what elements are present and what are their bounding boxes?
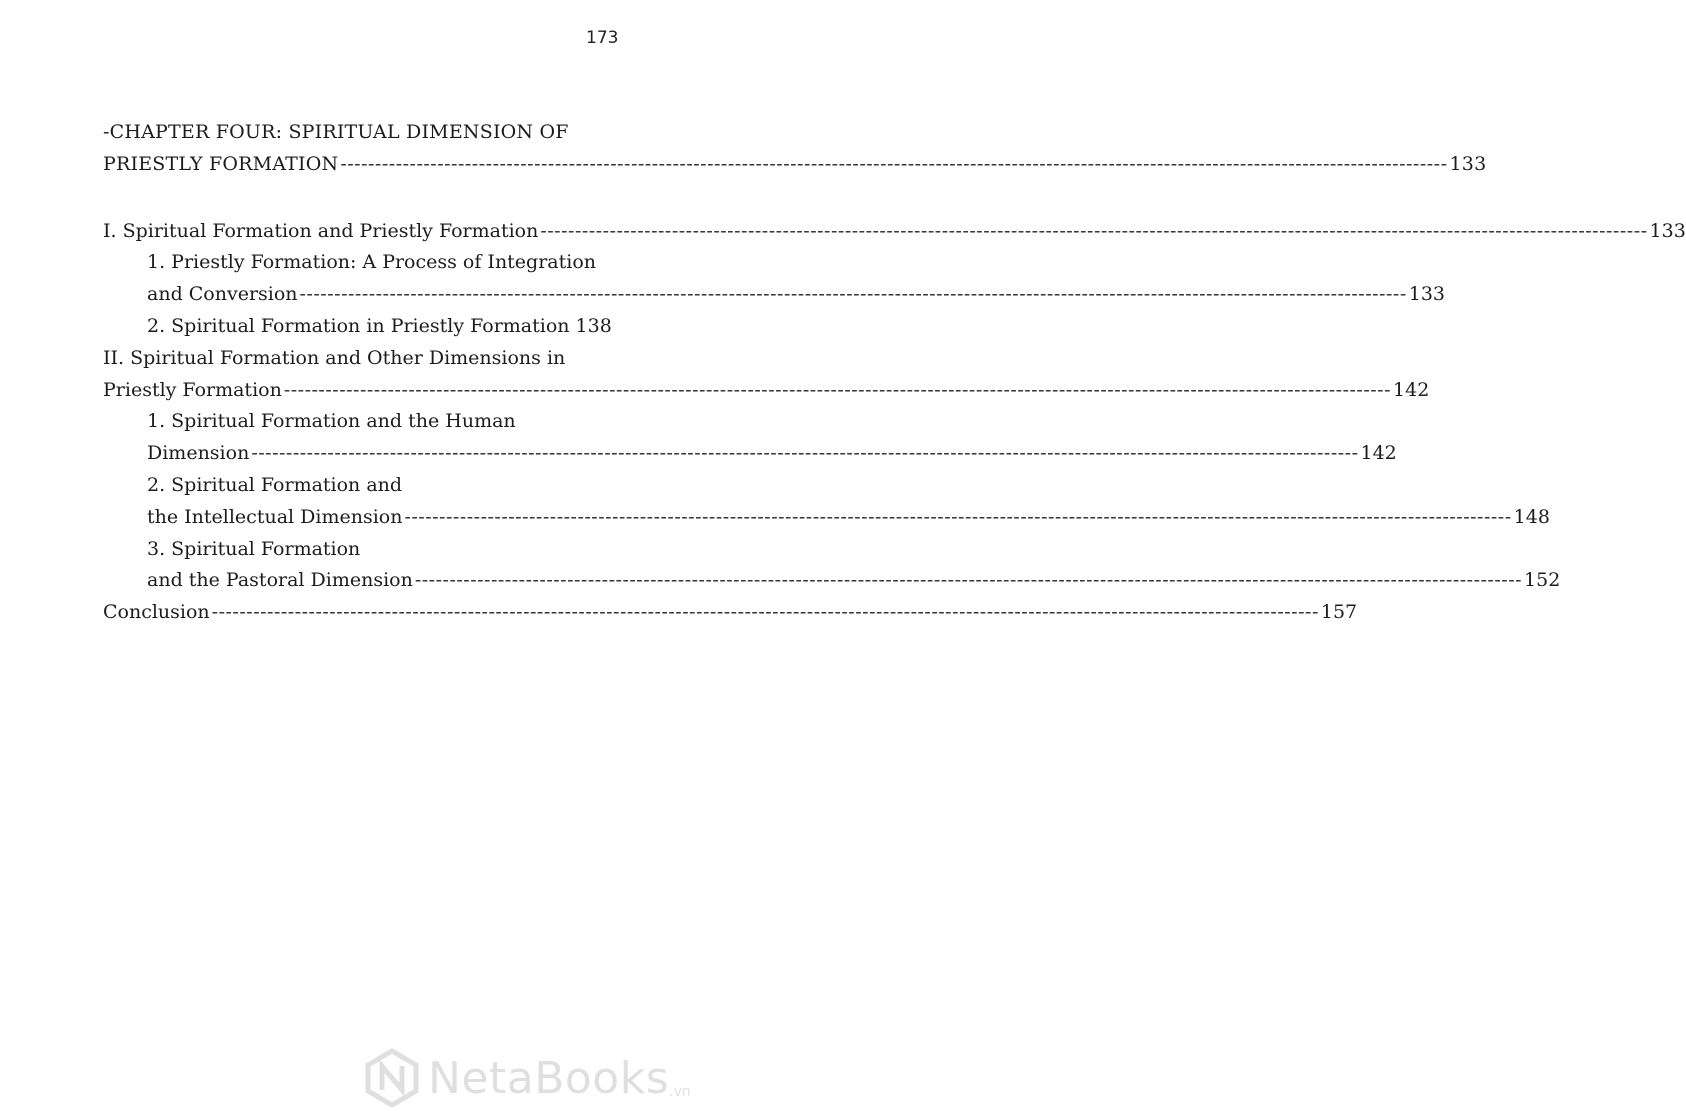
toc-entry-title: and the Pastoral Dimension <box>147 569 413 592</box>
toc-entry[interactable] <box>103 438 1397 470</box>
toc-entry[interactable] <box>103 343 599 375</box>
toc-entry[interactable] <box>103 470 599 502</box>
toc-entry-title: the Intellectual Dimension <box>147 505 403 528</box>
toc-dot-leader: ---------------------------------------------------------------------------------------------------------------------------------------------------------------- <box>283 378 1392 401</box>
toc-entry[interactable] <box>103 247 599 279</box>
toc-page-number: 152 <box>1524 569 1561 592</box>
toc-entry[interactable] <box>103 216 1686 248</box>
toc-dot-leader: ---------------------------------------------------------------------------------------------------------------------------------------------------------------- <box>211 601 1319 624</box>
toc-entry-title: I. Spiritual Formation and Priestly Formation <box>103 219 539 242</box>
toc-entry-title: 3. Spiritual Formation <box>147 537 361 560</box>
toc-dot-leader: ---------------------------------------------------------------------------------------------------------------------------------------------------------------- <box>540 219 1648 242</box>
netabooks-logo-icon <box>362 1048 422 1108</box>
toc-entry[interactable] <box>103 149 1487 181</box>
toc-entry-title: 1. Spiritual Formation and the Human <box>147 410 516 433</box>
toc-entry[interactable] <box>103 534 599 566</box>
toc-dot-leader: ---------------------------------------------------------------------------------------------------------------------------------------------------------------- <box>251 442 1359 465</box>
toc-page-number: 142 <box>1360 442 1397 465</box>
toc-entry[interactable] <box>103 502 1550 534</box>
toc-page-number: 133 <box>1408 283 1445 306</box>
toc-page-number: 148 <box>1513 505 1550 528</box>
toc-page-number: 133 <box>1449 152 1487 175</box>
toc-entry[interactable] <box>103 565 1561 597</box>
toc-entry-title: Conclusion <box>103 601 210 624</box>
toc-entry[interactable] <box>103 375 1430 407</box>
table-of-contents <box>103 117 1686 629</box>
toc-spacer <box>103 181 599 216</box>
toc-entry-title: Priestly Formation <box>103 378 282 401</box>
toc-page-number: 157 <box>1320 601 1358 624</box>
toc-entry-title: 2. Spiritual Formation in Priestly Formation 138 <box>147 314 612 337</box>
toc-dot-leader: ---------------------------------------------------------------------------------------------------------------------------------------------------------------- <box>299 283 1407 306</box>
toc-dot-leader: ---------------------------------------------------------------------------------------------------------------------------------------------------------------- <box>340 152 1448 175</box>
toc-entry[interactable] <box>103 406 599 438</box>
toc-entry-title: II. Spiritual Formation and Other Dimensions in <box>103 346 566 369</box>
toc-page-number: 133 <box>1649 219 1686 242</box>
toc-dot-leader: ---------------------------------------------------------------------------------------------------------------------------------------------------------------- <box>404 505 1512 528</box>
toc-entry[interactable] <box>103 597 1358 629</box>
watermark-suffix: .vn <box>669 1084 691 1100</box>
toc-entry-title: Dimension <box>147 442 250 465</box>
toc-dot-leader: ---------------------------------------------------------------------------------------------------------------------------------------------------------------- <box>414 569 1523 592</box>
toc-entry-title: 2. Spiritual Formation and <box>147 473 403 496</box>
toc-entry[interactable] <box>103 117 599 149</box>
toc-entry-title: -CHAPTER FOUR: SPIRITUAL DIMENSION OF <box>103 121 569 143</box>
watermark <box>362 1042 692 1114</box>
watermark-text: NetaBooks <box>428 1052 670 1104</box>
toc-page-number: 142 <box>1393 378 1430 401</box>
toc-entry[interactable] <box>103 311 612 343</box>
page-number: 173 <box>586 28 619 48</box>
toc-entry[interactable] <box>103 279 1445 311</box>
toc-entry-title: 1. Priestly Formation: A Process of Integration <box>147 251 597 274</box>
toc-entry-title: and Conversion <box>147 283 298 306</box>
toc-entry-title: PRIESTLY FORMATION <box>103 152 339 175</box>
